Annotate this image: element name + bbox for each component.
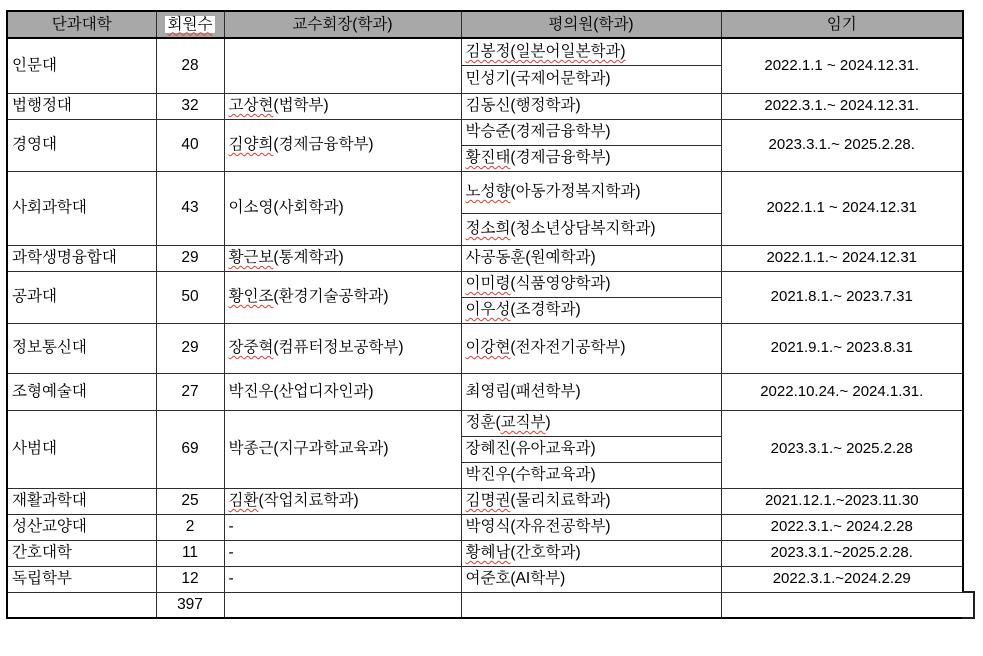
term-cell: 2022.1.1.~ 2024.12.31 xyxy=(721,245,963,271)
college-cell: 법행정대 xyxy=(7,93,156,119)
college-cell: 인문대 xyxy=(7,38,156,93)
chair-cell xyxy=(224,271,461,323)
council-cell xyxy=(461,373,721,410)
council-text: 민성기(국제어문학과) xyxy=(465,70,611,88)
members-cell: 50 xyxy=(156,271,224,323)
members-cell: 28 xyxy=(156,38,224,93)
council-cell xyxy=(461,514,721,540)
council-squiggle-text: 이우성 xyxy=(465,301,511,319)
members-cell: 29 xyxy=(156,245,224,271)
council-cell xyxy=(461,145,721,171)
members-cell: 25 xyxy=(156,488,224,514)
chair-text-after: (통계학과) xyxy=(273,249,344,267)
council-text-after: (식품영양학과) xyxy=(510,275,611,293)
header-council: 평의원(학과) xyxy=(461,11,721,38)
header-term: 임기 xyxy=(721,11,963,38)
council-text: 사공동훈(원예학과) xyxy=(465,249,596,267)
header-members-label: 회원수 xyxy=(165,16,216,33)
chair-squiggle-text: 김환 xyxy=(228,492,259,510)
college-cell: 사회과학대 xyxy=(7,171,156,245)
table-row xyxy=(7,514,963,540)
term-cell: 2023.3.1.~ 2025.2.28 xyxy=(721,410,963,488)
chair-text-after: (법학부) xyxy=(273,97,329,115)
chair-text: 이소영(사회학과) xyxy=(228,199,344,217)
council-text-after: (조경학과) xyxy=(510,301,581,319)
chair-cell xyxy=(224,93,461,119)
chair-text-after: (환경기술공학과) xyxy=(273,288,389,306)
table-row xyxy=(7,245,963,271)
council-cell xyxy=(461,323,721,373)
table-row xyxy=(7,323,963,373)
council-text: 박진우(수학교육과) xyxy=(465,466,596,484)
council-text-after: (청소년상담복지학과) xyxy=(510,220,656,238)
council-text: 박승준(경제금융학부) xyxy=(465,123,611,141)
council-cell xyxy=(461,297,721,323)
chair-squiggle-text: 김양희 xyxy=(228,136,274,154)
chair-squiggle-text: 황근보 xyxy=(228,249,274,267)
table-row xyxy=(7,93,963,119)
header-members xyxy=(156,11,224,38)
chair-squiggle-text: 황인조 xyxy=(228,288,274,306)
table-row xyxy=(7,171,963,213)
council-cell xyxy=(461,410,721,436)
chair-cell xyxy=(224,38,461,93)
members-cell: 12 xyxy=(156,566,224,592)
members-cell: 2 xyxy=(156,514,224,540)
table-row xyxy=(7,410,963,436)
members-cell: 40 xyxy=(156,119,224,171)
chair-cell xyxy=(224,171,461,245)
council-cell xyxy=(461,540,721,566)
members-cell: 11 xyxy=(156,540,224,566)
council-text: 김동신(행정학과) xyxy=(465,97,581,115)
total-term-cell-empty xyxy=(721,592,963,618)
college-cell: 정보통신대 xyxy=(7,323,156,373)
chair-cell xyxy=(224,323,461,373)
council-squiggle-text: 김봉정(일본어일본학과) xyxy=(465,42,626,60)
council-text: 최영림(패션학부) xyxy=(465,382,581,400)
chair-text: - xyxy=(228,518,234,536)
faculty-council-table xyxy=(6,10,964,619)
header-row xyxy=(7,11,963,38)
chair-text: - xyxy=(228,544,234,562)
table-row xyxy=(7,271,963,297)
chair-cell xyxy=(224,488,461,514)
members-cell: 43 xyxy=(156,171,224,245)
table-row xyxy=(7,488,963,514)
council-squiggle-text: 황혜남 xyxy=(465,544,511,562)
council-cell xyxy=(461,213,721,245)
term-cell: 2021.8.1.~ 2023.7.31 xyxy=(721,271,963,323)
table-row xyxy=(7,373,963,410)
council-text-after: (경제금융학부) xyxy=(510,149,611,167)
chair-cell xyxy=(224,514,461,540)
council-cell xyxy=(461,65,721,93)
members-cell: 29 xyxy=(156,323,224,373)
members-cell: 69 xyxy=(156,410,224,488)
council-text: 박영식(자유전공학부) xyxy=(465,518,611,536)
total-members-cell: 397 xyxy=(156,592,224,618)
term-cell: 2022.1.1 ~ 2024.12.31 xyxy=(721,171,963,245)
chair-text-after: (작업치료학과) xyxy=(258,492,359,510)
total-college-cell-empty xyxy=(7,592,156,618)
table-row xyxy=(7,566,963,592)
members-cell: 27 xyxy=(156,373,224,410)
header-college: 단과대학 xyxy=(7,11,156,38)
chair-cell xyxy=(224,245,461,271)
council-squiggle-text: 노성향 xyxy=(465,183,511,201)
chair-cell xyxy=(224,410,461,488)
college-cell: 성산교양대 xyxy=(7,514,156,540)
chair-text: - xyxy=(228,570,234,588)
college-cell: 사범대 xyxy=(7,410,156,488)
council-squiggle-text: 이미령 xyxy=(465,275,511,293)
chair-cell xyxy=(224,119,461,171)
college-cell: 과학생명융합대 xyxy=(7,245,156,271)
chair-text: 박진우(산업디자인과) xyxy=(228,382,374,400)
chair-squiggle-text: 장중혁 xyxy=(228,339,274,357)
term-cell: 2022.1.1 ~ 2024.12.31. xyxy=(721,38,963,93)
college-cell: 간호대학 xyxy=(7,540,156,566)
council-cell xyxy=(461,436,721,462)
total-chair-cell-empty xyxy=(224,592,461,618)
faculty-council-table-wrap xyxy=(6,10,964,619)
term-cell: 2022.3.1.~ 2024.2.28 xyxy=(721,514,963,540)
council-cell xyxy=(461,38,721,65)
term-cell: 2022.3.1.~ 2024.12.31. xyxy=(721,93,963,119)
council-text-after: (전자전기공학부) xyxy=(510,339,626,357)
college-cell: 독립학부 xyxy=(7,566,156,592)
table-row xyxy=(7,38,963,65)
term-cell: 2022.10.24.~ 2024.1.31. xyxy=(721,373,963,410)
council-cell xyxy=(461,245,721,271)
council-text-after: (간호학과) xyxy=(510,544,581,562)
term-cell: 2021.9.1.~ 2023.8.31 xyxy=(721,323,963,373)
council-cell xyxy=(461,566,721,592)
chair-text: 박종근(지구과학교육과) xyxy=(228,440,389,458)
footer-extension-cell xyxy=(962,591,975,620)
council-squiggle-text: 황진태 xyxy=(465,149,511,167)
members-cell: 32 xyxy=(156,93,224,119)
council-text-after: ) xyxy=(545,414,551,432)
chair-text-after: (경제금융학부) xyxy=(273,136,374,154)
council-cell xyxy=(461,171,721,213)
total-council-cell-empty xyxy=(461,592,721,618)
council-cell xyxy=(461,462,721,488)
council-cell xyxy=(461,119,721,145)
chair-cell xyxy=(224,373,461,410)
chair-cell xyxy=(224,540,461,566)
term-cell: 2023.3.1.~ 2025.2.28. xyxy=(721,119,963,171)
council-squiggle-text: 이강현 xyxy=(465,339,511,357)
council-text: 장혜진(유아교육과) xyxy=(465,440,596,458)
table-row xyxy=(7,119,963,145)
council-squiggle-text: 교직부 xyxy=(500,414,546,432)
council-cell xyxy=(461,93,721,119)
council-squiggle-text: 김명권 xyxy=(465,492,511,510)
council-text-after: (아동가정복지학과) xyxy=(510,183,641,201)
term-cell: 2022.3.1.~2024.2.29 xyxy=(721,566,963,592)
term-cell: 2023.3.1.~2025.2.28. xyxy=(721,540,963,566)
college-cell: 경영대 xyxy=(7,119,156,171)
college-cell: 조형예술대 xyxy=(7,373,156,410)
council-text: 여준호(AI학부) xyxy=(465,570,566,588)
college-cell: 재활과학대 xyxy=(7,488,156,514)
college-cell: 공과대 xyxy=(7,271,156,323)
council-text: 정훈( xyxy=(465,414,501,432)
chair-cell xyxy=(224,566,461,592)
table-row xyxy=(7,540,963,566)
council-squiggle-text: 정소희 xyxy=(465,220,511,238)
council-cell xyxy=(461,271,721,297)
header-chair: 교수회장(학과) xyxy=(224,11,461,38)
chair-squiggle-text: 고상현 xyxy=(228,97,274,115)
council-text-after: (물리치료학과) xyxy=(510,492,611,510)
term-cell: 2021.12.1.~2023.11.30 xyxy=(721,488,963,514)
council-cell xyxy=(461,488,721,514)
chair-text-after: (컴퓨터정보공학부) xyxy=(273,339,404,357)
total-row xyxy=(7,592,963,618)
